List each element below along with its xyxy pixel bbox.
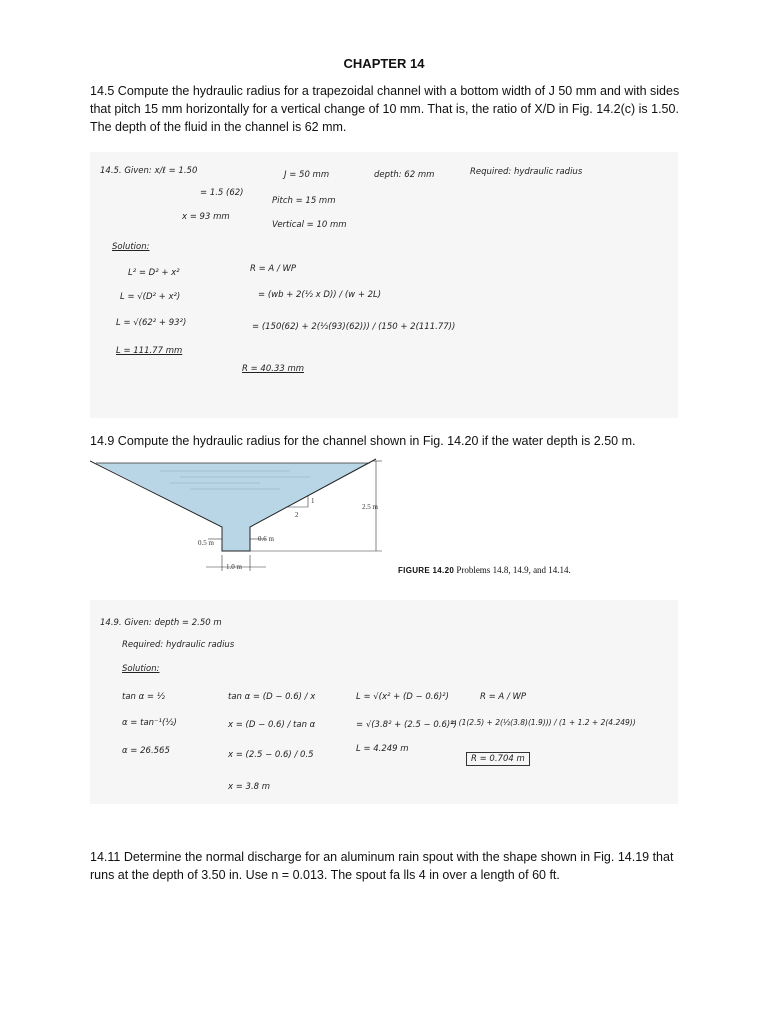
label-0-6m: 0.6 m — [258, 535, 274, 543]
sol-r1: R = A / WP — [250, 264, 297, 274]
sol-required: Required: hydraulic radius — [470, 167, 583, 177]
sol9-t1: tan α = ½ — [122, 692, 165, 702]
sol9-required: Required: hydraulic radius — [122, 640, 235, 650]
label-1-0m: 1.0 m — [226, 563, 242, 571]
sol-x1: = 1.5 (62) — [200, 188, 244, 198]
label-slope-2: 2 — [295, 511, 299, 519]
sol9-v3: L = 4.249 m — [356, 744, 409, 754]
sol9-v1: L = √(x² + (D − 0.6)²) — [356, 692, 449, 702]
problem-14-9-text: 14.9 Compute the hydraulic radius for the channel shown in Fig. 14.20 if the water depth is 2.50 m. — [90, 434, 636, 448]
sol-j: J = 50 mm — [284, 170, 330, 180]
solution-14-5-panel — [90, 152, 678, 418]
sol-l3: L = √(62² + 93²) — [116, 318, 187, 328]
sol9-w3: R = 0.704 m — [466, 752, 530, 766]
sol-r3: = (150(62) + 2(½(93)(62))) / (150 + 2(111.77)) — [252, 322, 456, 332]
sol-vertical: Vertical = 10 mm — [272, 220, 347, 230]
sol9-u4: x = 3.8 m — [228, 782, 271, 792]
figure-caption — [398, 565, 571, 575]
sol-l4: L = 111.77 mm — [116, 346, 183, 356]
sol9-u3: x = (2.5 − 0.6) / 0.5 — [228, 750, 314, 760]
chapter-title: CHAPTER 14 — [343, 56, 425, 71]
sol9-w2: = (1(2.5) + 2(½(3.8)(1.9))) / (1 + 1.2 + 2(4.249)) — [450, 718, 636, 727]
sol-l1: L² = D² + x² — [128, 268, 180, 278]
sol9-given: 14.9. Given: depth = 2.50 m — [100, 618, 222, 628]
sol9-solution: Solution: — [122, 664, 160, 674]
sol9-u2: x = (D − 0.6) / tan α — [228, 720, 316, 730]
label-0-5m: 0.5 m — [198, 539, 214, 547]
sol9-t3: α = 26.565 — [122, 746, 170, 756]
figure-caption-label: FIGURE 14.20 — [398, 566, 455, 575]
solution-14-9-panel — [90, 600, 678, 804]
figure-14-20 — [90, 455, 680, 585]
problem-14-11-text: 14.11 Determine the normal discharge for an aluminum rain spout with the shape shown in Fig. 14.19 that runs at the depth of 3.50 in. Use n = 0.013. The spout fa lls 4 in over a length of 60 ft. — [90, 850, 674, 882]
channel-cross-section — [90, 455, 680, 585]
sol9-t2: α = tan⁻¹(½) — [122, 718, 177, 728]
sol-x2: x = 93 mm — [182, 212, 230, 222]
sol-pitch: Pitch = 15 mm — [272, 196, 336, 206]
sol9-v2: = √(3.8² + (2.5 − 0.6)²) — [356, 720, 457, 730]
sol-given: 14.5. Given: x/ℓ = 1.50 — [100, 166, 198, 176]
sol-depth: depth: 62 mm — [374, 170, 435, 180]
sol-l2: L = √(D² + x²) — [120, 292, 181, 302]
figure-caption-text: Problems 14.8, 14.9, and 14.14. — [456, 565, 571, 575]
sol9-w1: R = A / WP — [480, 692, 527, 702]
sol-r2: = (wb + 2(½ x D)) / (w + 2L) — [258, 290, 382, 300]
label-2-5m: 2.5 m — [362, 503, 378, 511]
sol-solution: Solution: — [112, 242, 150, 252]
sol9-u1: tan α = (D − 0.6) / x — [228, 692, 316, 702]
sol-r4: R = 40.33 mm — [242, 364, 305, 374]
water-fill — [96, 463, 370, 551]
label-slope-1: 1 — [311, 497, 315, 505]
problem-14-5-text: 14.5 Compute the hydraulic radius for a trapezoidal channel with a bottom width of J 50 mm and with sides that pitch 15 mm horizontally for a vertical change of 10 mm. That is, the ratio of X/D in Fig. 14.2(c) is 1.50. The depth of the fluid in the channel is 62 mm. — [90, 84, 680, 134]
